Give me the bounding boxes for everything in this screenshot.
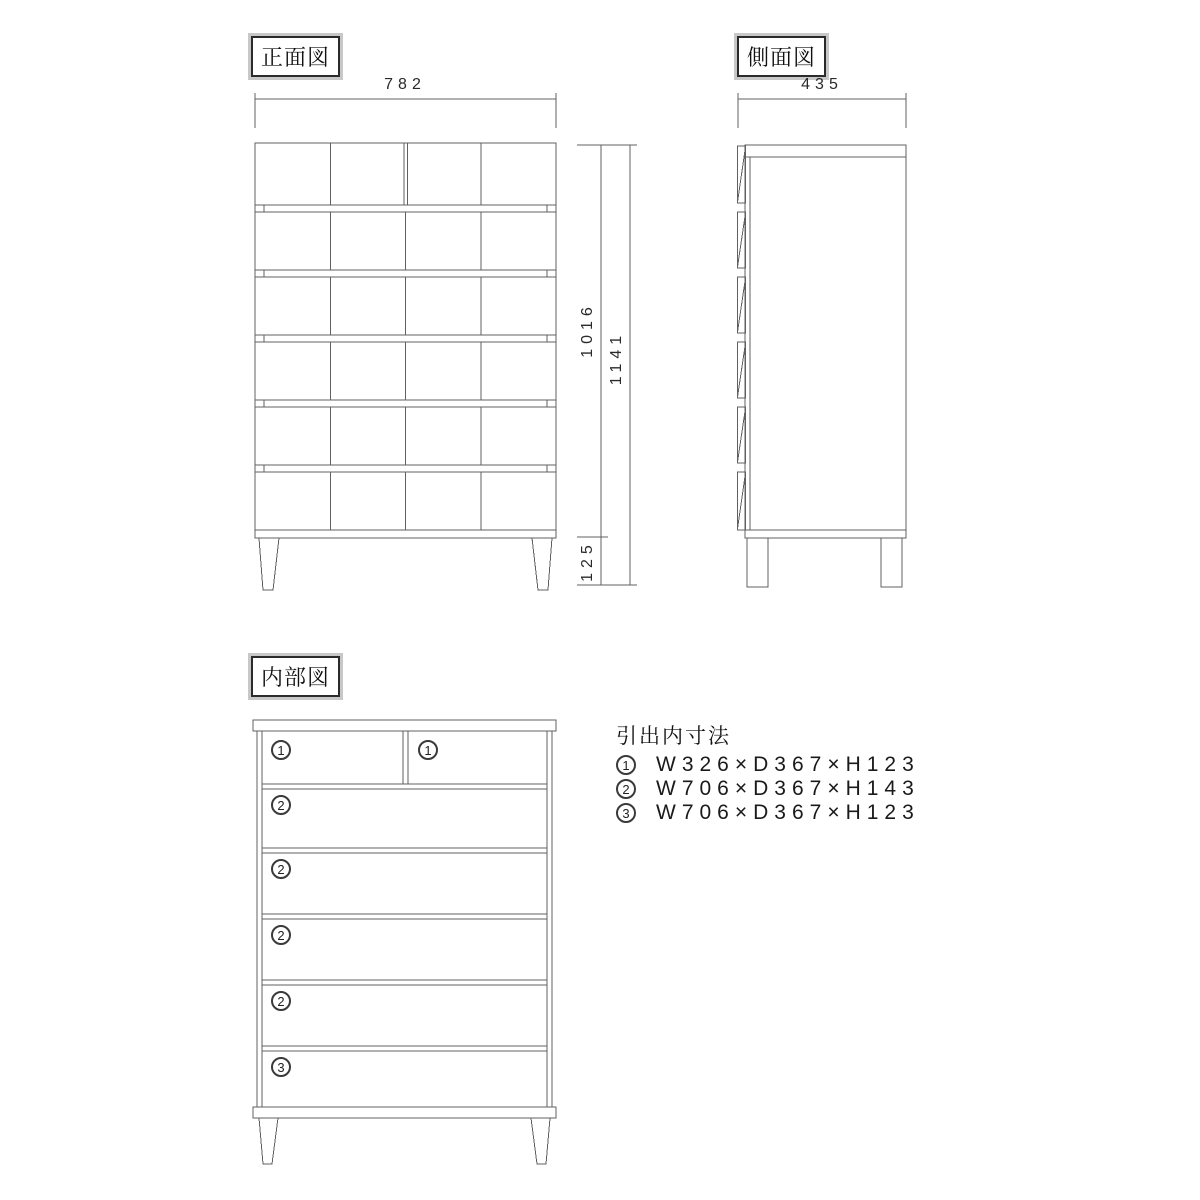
drawer-number-badge: 2 xyxy=(616,779,636,799)
front-width-dimension: 782 xyxy=(384,76,426,93)
drawer-dimension-value: W706×D367×H143 xyxy=(656,777,920,800)
drawer-number-badge: 1 xyxy=(271,740,291,760)
drawer-number-badge: 1 xyxy=(418,740,438,760)
internal-view-label: 内部図 xyxy=(251,656,340,697)
drawer-dimension-value: W326×D367×H123 xyxy=(656,753,920,776)
drawer-dimension-item xyxy=(616,777,920,801)
internal-view-drawing xyxy=(253,720,556,1164)
front-leg-height-dimension: 125 xyxy=(579,540,596,582)
drawer-number-badge: 2 xyxy=(271,925,291,945)
drawer-dimension-item xyxy=(616,801,920,825)
drawer-dimension-item xyxy=(616,753,920,777)
front-total-height-dimension: 1141 xyxy=(608,330,625,386)
drawer-number-badge: 2 xyxy=(271,859,291,879)
front-view-label: 正面図 xyxy=(251,36,340,77)
side-width-dimension: 435 xyxy=(801,76,843,93)
drawer-number-badge: 2 xyxy=(271,991,291,1011)
drawer-dimensions-title: 引出内寸法 xyxy=(616,725,731,748)
side-view-drawing xyxy=(738,93,907,587)
drawer-number-badge: 3 xyxy=(271,1057,291,1077)
drawer-number-badge: 2 xyxy=(271,795,291,815)
drawer-number-badge: 3 xyxy=(616,803,636,823)
front-body-height-dimension: 1016 xyxy=(579,302,596,358)
drawer-number-badge: 1 xyxy=(616,755,636,775)
side-view-label: 側面図 xyxy=(737,36,826,77)
drawer-dimension-value: W706×D367×H123 xyxy=(656,801,920,824)
